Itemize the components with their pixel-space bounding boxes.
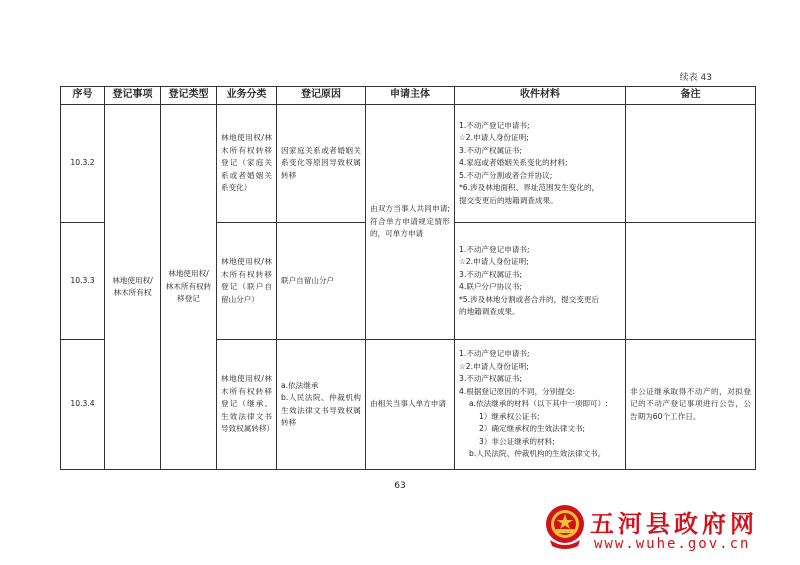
business-category: 林地使用权/林木所有权转移登记（继承、生效法律文书导致权属转移）	[217, 340, 277, 470]
national-emblem-icon	[544, 502, 586, 550]
header-applicant: 申请主体	[366, 87, 455, 105]
registration-item: 林地使用权/林木所有权	[105, 105, 161, 470]
site-watermark[interactable]	[544, 502, 784, 562]
registration-reason	[277, 340, 366, 470]
header-type: 登记类型	[161, 87, 217, 105]
watermark-title: 五河县政府网	[590, 509, 758, 538]
header-reason: 登记原因	[277, 87, 366, 105]
remark-cell: 非公证继承取得不动产的，对拟登记的不动产登记事项进行公告，公告期为60个工作日。	[626, 340, 756, 470]
registration-reason: 联户自留山分户	[277, 223, 366, 340]
materials-list: 1.不动产登记申请书; ☆2.申请人身份证明; 3.不动产权属证书; 4.家庭或者婚姻关系变化的材料; 5.不动产分割或者合并协议; *6.涉及林地面积、界址范围发生变化的， 提交变更后的地籍调查成果。	[455, 105, 626, 223]
registration-type: 林地使用权/林木所有权转移登记	[161, 105, 217, 470]
reason-b: b.人民法院、仲裁机构生效法律文书导致权属转移	[281, 393, 361, 427]
business-category: 林地使用权/林木所有权转移登记（家庭关系或者婚姻关系变化）	[217, 105, 277, 223]
registration-table	[60, 86, 756, 470]
header-category: 业务分类	[217, 87, 277, 105]
business-category: 林地使用权/林木所有权转移登记（联户自留山分户）	[217, 223, 277, 340]
row-number: 10.3.3	[61, 223, 105, 340]
table-header-row	[61, 87, 756, 105]
header-item: 登记事项	[105, 87, 161, 105]
table-row	[61, 105, 756, 223]
header-no: 序号	[61, 87, 105, 105]
registration-reason: 因家庭关系或者婚姻关系变化等原因导致权属转移	[277, 105, 366, 223]
page-number: 63	[394, 481, 406, 491]
header-materials: 收件材料	[455, 87, 626, 105]
remark-cell	[626, 223, 756, 340]
row-number: 10.3.2	[61, 105, 105, 223]
materials-list: 1.不动产登记申请书; ☆2.申请人身份证明; 3.不动产权属证书; 4.联户分户协议书; *5.涉及林地分割或者合并的，提交变更后 的地籍调查成果。	[455, 223, 626, 340]
applicant-subject: 由相关当事人单方申请	[366, 340, 455, 470]
applicant-subject: 由双方当事人共同申请;符合单方申请规定情形的，可单方申请	[366, 105, 455, 340]
materials-list: 1.不动产登记申请书; ☆2.申请人身份证明; 3.不动产权属证书; 4.根据登记原因的不同，分别提交: a.依法继承的材料（以下其中一项即可）: 1）继承权公证书; 2）确定继承权的生效法律文书; 3）非公证继承的材料; b.人民法院、仲裁机构的生效法律文书。	[455, 340, 626, 470]
watermark-url: www.wuhe.gov.cn	[594, 536, 751, 552]
header-remark: 备注	[626, 87, 756, 105]
reason-a: a.依法继承	[281, 380, 319, 390]
remark-cell	[626, 105, 756, 223]
continued-label: 续表 43	[679, 73, 712, 83]
row-number: 10.3.4	[61, 340, 105, 470]
